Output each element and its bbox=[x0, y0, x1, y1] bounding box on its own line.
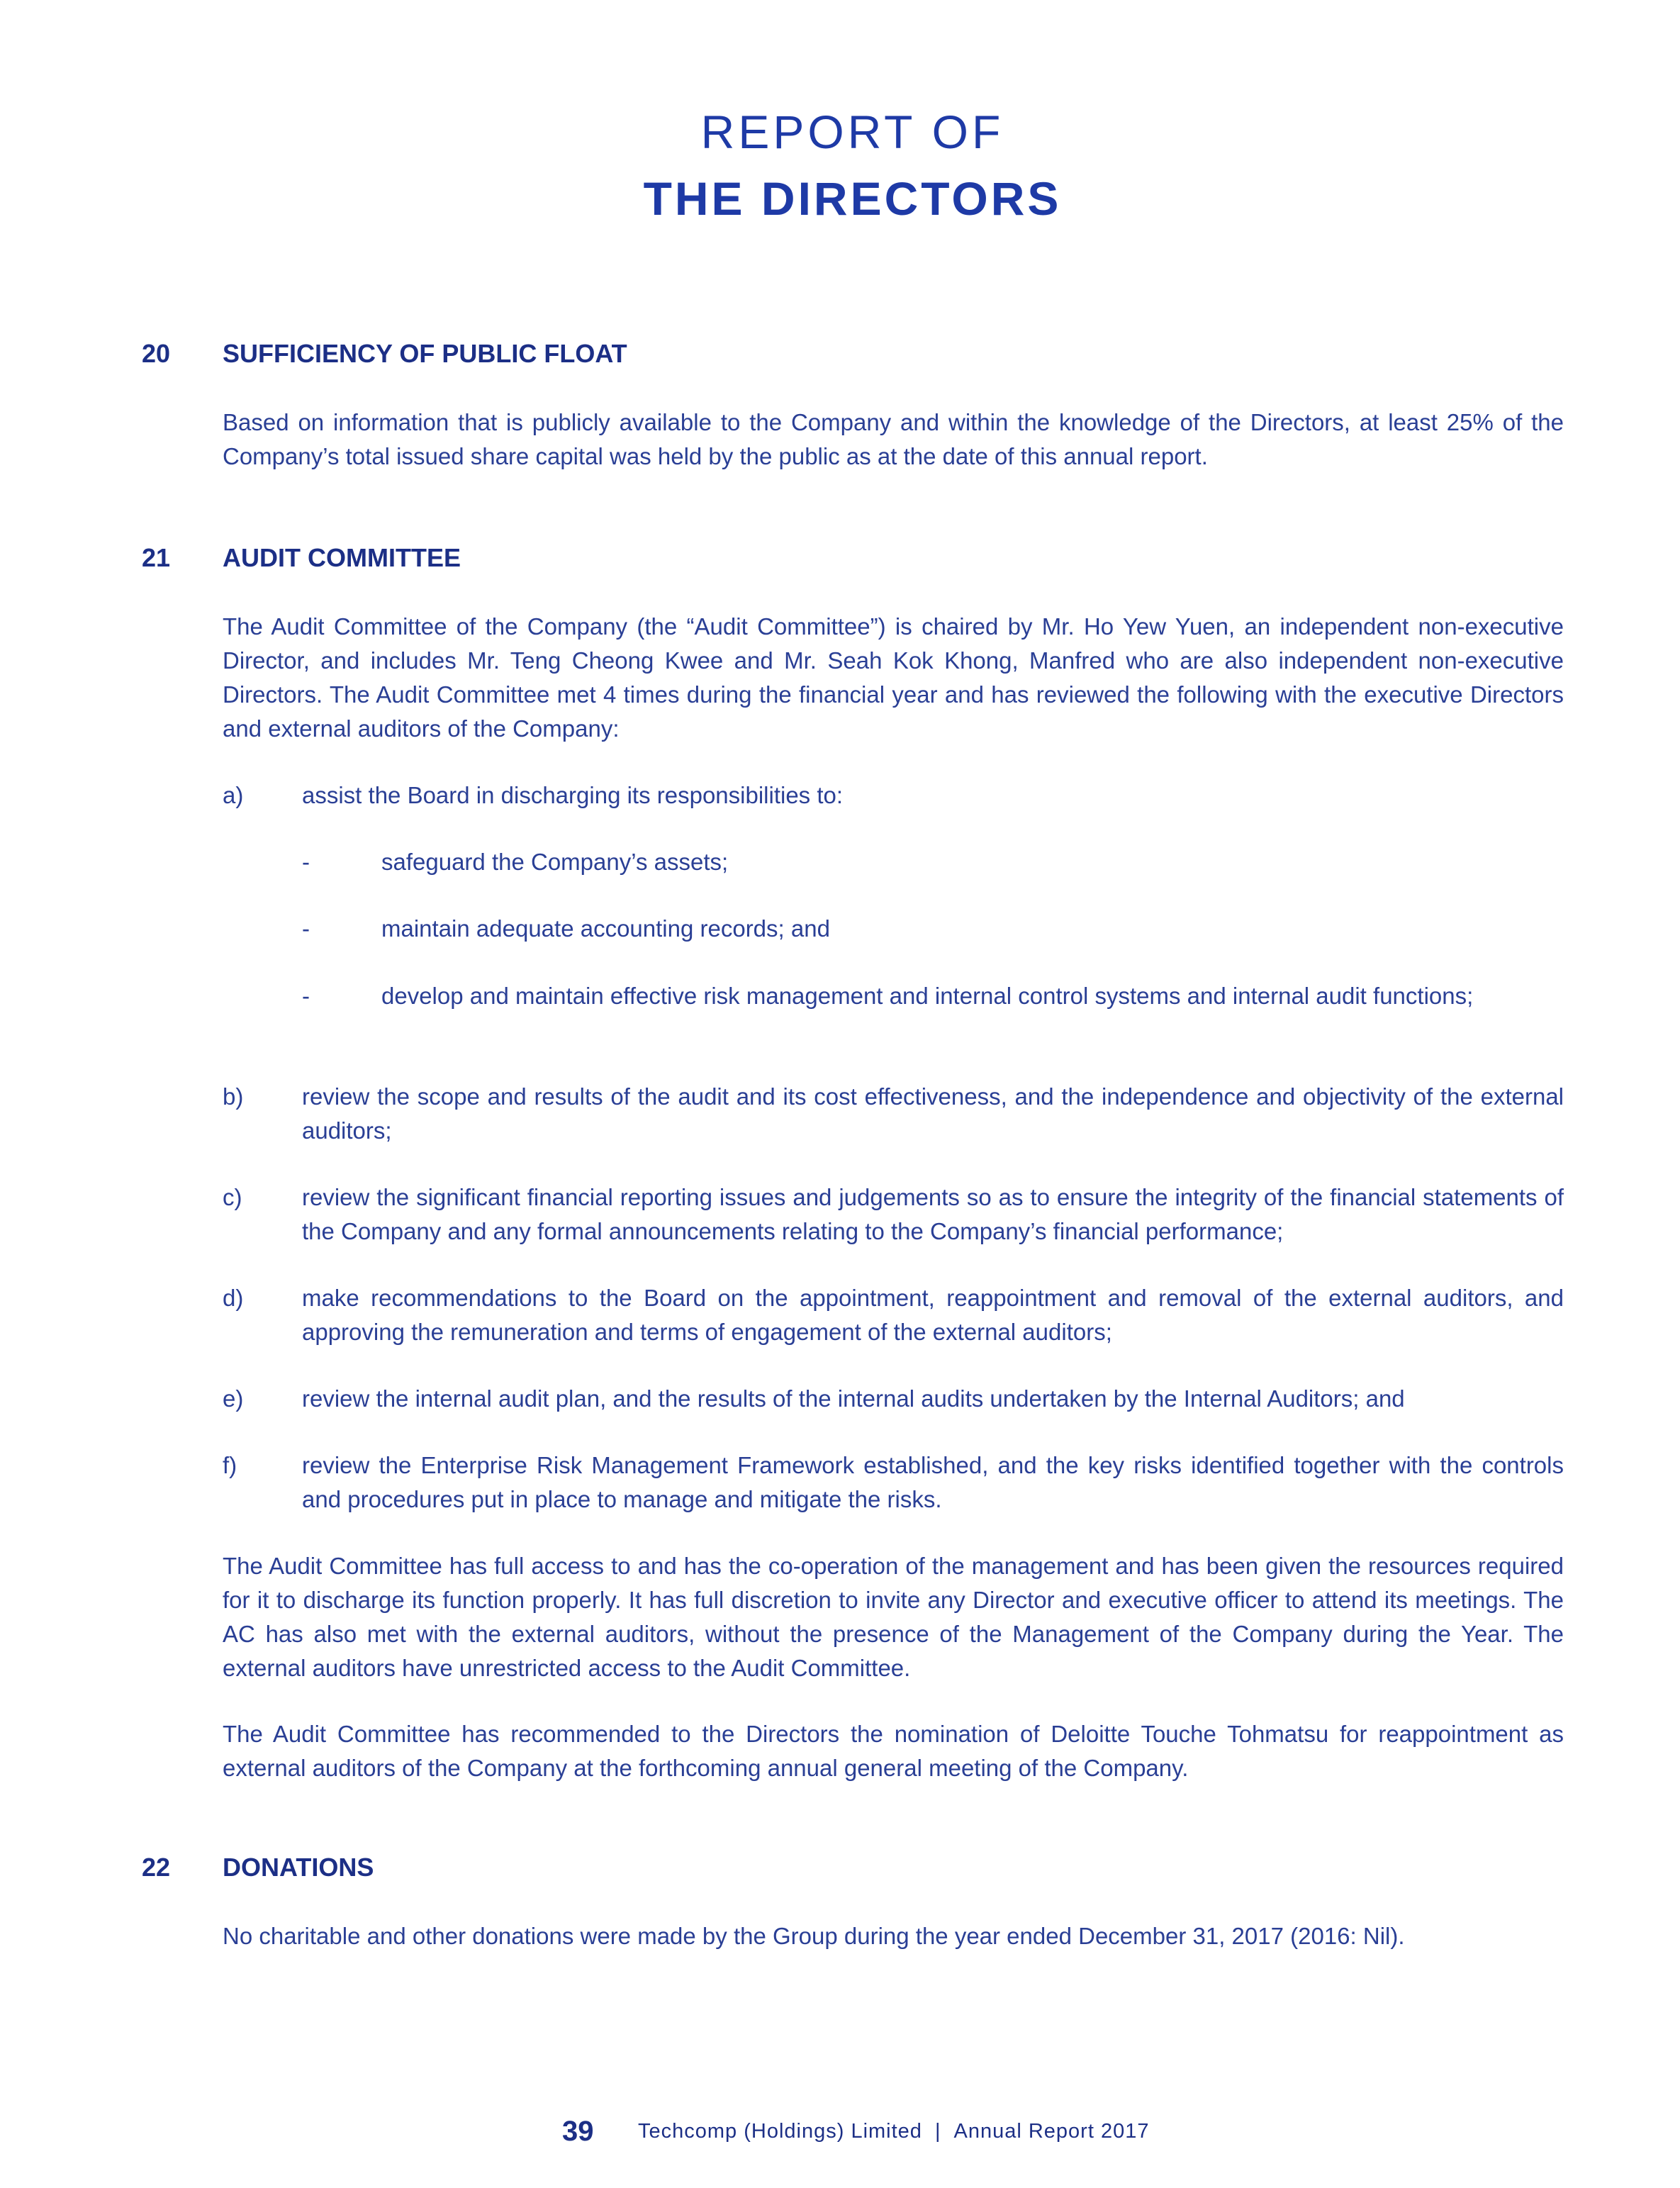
section-title: AUDIT COMMITTEE bbox=[223, 543, 461, 572]
list-item-marker: f) bbox=[223, 1452, 237, 1478]
list-item-marker: c) bbox=[223, 1184, 242, 1210]
list-item-text: review the significant financial reporting issues and judgements so as to ensure the integrity of the financial statements of the Company and any formal announcements relating to the Company’s financial performance; bbox=[302, 1184, 1564, 1244]
section-paragraph: The Audit Committee has recommended to the Directors the nomination of Deloitte Touche Tohmatsu for reappointment as external auditors of the Company at the forthcoming annual general meeting of the Company. bbox=[223, 1721, 1564, 1781]
section-number: 22 bbox=[142, 1853, 171, 1882]
report-title-line1: REPORT OF bbox=[700, 106, 1004, 158]
sublist-item-marker: - bbox=[302, 915, 310, 942]
list-item-marker: a) bbox=[223, 782, 244, 808]
sublist-item-text: safeguard the Company’s assets; bbox=[381, 849, 729, 875]
list-item-marker: e) bbox=[223, 1385, 244, 1412]
list-item-text: make recommendations to the Board on the appointment, reappointment and removal of the external auditors, and approving the remuneration and terms of engagement of the external auditors; bbox=[302, 1285, 1564, 1345]
section-paragraph: The Audit Committee has full access to and has the co-operation of the management and has been given the resources required for it to discharge its function properly. It has full discretion to invite any Director and executive officer to attend its meetings. The AC has also met with the external auditors, without the presence of the Management of the Company during the Year. The external auditors have unrestricted access to the Audit Committee. bbox=[223, 1553, 1564, 1681]
section-number: 21 bbox=[142, 543, 171, 572]
section-paragraph: No charitable and other donations were made by the Group during the year ended December 31, 2017 (2016: Nil). bbox=[223, 1923, 1405, 1949]
section-paragraph: The Audit Committee of the Company (the “Audit Committee”) is chaired by Mr. Ho Yew Yuen, an independent non-executive Director, and includes Mr. Teng Cheong Kwee and Mr. Seah Kok Khong, Manfred who are also independent non-executive Directors. The Audit Committee met 4 times during the financial year and has reviewed the following with the executive Directors and external auditors of the Company: bbox=[223, 613, 1564, 742]
report-title-line2: THE DIRECTORS bbox=[643, 172, 1062, 225]
list-item-text: review the Enterprise Risk Management Framework established, and the key risks identified together with the controls and procedures put in place to manage and mitigate the risks. bbox=[302, 1452, 1564, 1512]
sublist-item-text: maintain adequate accounting records; and bbox=[381, 915, 830, 942]
list-item-marker: d) bbox=[223, 1285, 244, 1311]
sublist-item-marker: - bbox=[302, 983, 310, 1009]
section-number: 20 bbox=[142, 339, 171, 368]
footer-caption bbox=[638, 2120, 1149, 2143]
footer-company: Techcomp (Holdings) Limited bbox=[638, 2120, 922, 2143]
footer-report: Annual Report 2017 bbox=[953, 2120, 1150, 2143]
list-item-marker: b) bbox=[223, 1083, 244, 1110]
list-item-text: assist the Board in discharging its responsibilities to: bbox=[302, 782, 844, 808]
footer-separator: | bbox=[934, 2120, 941, 2143]
list-item-text: review the scope and results of the audit and its cost effectiveness, and the independence and objectivity of the external auditors; bbox=[302, 1083, 1564, 1144]
section-paragraph: Based on information that is publicly available to the Company and within the knowledge of the Directors, at least 25% of the Company’s total issued share capital was held by the public as at the date of this annual report. bbox=[223, 409, 1564, 469]
section-title: DONATIONS bbox=[223, 1853, 374, 1882]
sublist-item-text: develop and maintain effective risk management and internal control systems and internal audit functions; bbox=[381, 983, 1474, 1009]
page-number: 39 bbox=[562, 2116, 594, 2147]
sublist-item-marker: - bbox=[302, 849, 310, 875]
section-title: SUFFICIENCY OF PUBLIC FLOAT bbox=[223, 339, 627, 368]
list-item-text: review the internal audit plan, and the results of the internal audits undertaken by the Internal Auditors; and bbox=[302, 1385, 1405, 1412]
